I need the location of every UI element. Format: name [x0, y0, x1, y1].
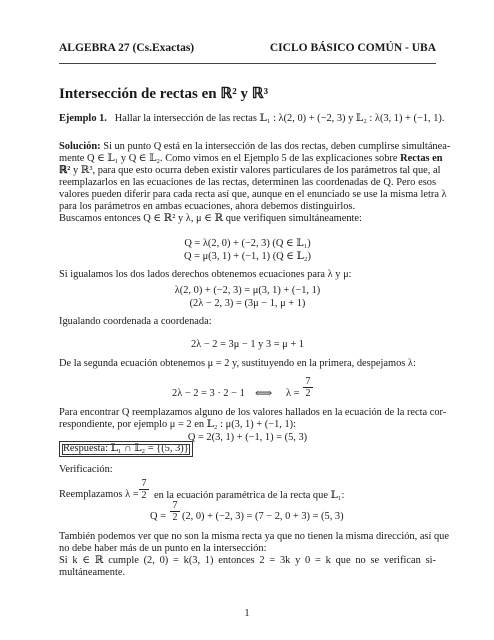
solution-line-6: para los parámetros en ambas ecuaciones, ahora debemos distinguirlos. [59, 201, 356, 212]
institution-header: CICLO BÁSICO COMÚN - UBA [269, 42, 436, 54]
section-title: Intersección de rectas en ℝ² y ℝ³ [59, 86, 269, 102]
eq-pair-2: (2λ − 2, 3) = (3μ − 1, μ + 1) [189, 298, 306, 309]
verification-label: Verificación: [59, 464, 113, 475]
example-label: Ejemplo 1. [59, 113, 107, 124]
example-statement [59, 113, 445, 125]
verif-eq-left: Q = [150, 511, 166, 522]
header-rule [59, 63, 436, 64]
example-text: Hallar la intersección de las rectas 𝕃₁ : λ(2, 0) + (−2, 3) y 𝕃₂ : λ(3, 1) + (−1, 1). [114, 113, 445, 124]
equal-line: Si igualamos los dos lados derechos obtenemos ecuaciones para λ y μ: [59, 269, 352, 280]
fraction-numerator: 7 [305, 376, 311, 387]
solution-line-1: Solución: Si un punto Q está en la intersección de las dos rectas, deben cumplirse simultánea- [59, 141, 451, 152]
q-equation: Q = 2(3, 1) + (−1, 1) = (5, 3) [187, 432, 308, 443]
replace-fraction: 7 2 [139, 478, 149, 501]
fraction-denominator: 2 [303, 387, 313, 399]
answer-box [59, 441, 193, 457]
system-eq-2: Q = μ(3, 1) + (−1, 1) (Q ∈ 𝕃₂) [184, 251, 311, 262]
find-line-2: respondiente, por ejemplo μ = 2 en 𝕃₂ : μ(3, 1) + (−1, 1): [59, 419, 297, 430]
replace-left: Reemplazamos λ = [59, 489, 139, 500]
verif-fraction: 7 2 [170, 500, 180, 523]
solution-line-2: mente Q ∈ 𝕃₁ y Q ∈ 𝕃₂. Como vimos en el Ejemplo 5 de las explicaciones sobre Rectas en [59, 153, 443, 164]
system-eq-1: Q = λ(2, 0) + (−2, 3) (Q ∈ 𝕃₁) [184, 238, 311, 249]
final-line-2: no debe haber más de un punto en la intersección: [59, 543, 267, 554]
lambda-eq-right: λ = [286, 388, 300, 399]
coord-equations: 2λ − 2 = 3μ − 1 y 3 = μ + 1 [190, 339, 305, 350]
coord-line: Igualando coordenada a coordenada: [59, 316, 212, 327]
final-line-4: multáneamente. [59, 567, 126, 578]
solution-line-5: valores pueden diferir para cada recta así que, aunque en el enunciado se use la misma letra λ [59, 189, 447, 200]
bold-reference: Rectas en [400, 153, 443, 164]
fraction [303, 376, 313, 399]
answer-text: Respuesta: 𝕃₁ ∩ 𝕃₂ = {(5, 3)} [63, 443, 189, 454]
solution-line-3: ℝ² y ℝ³, para que esto ocurra deben existir valores particulares de los parámetros tal que, al [59, 165, 441, 176]
solution-line-4: reemplazarlos en las ecuaciones de las rectas, determinen las coordenadas de Q. Pero esos [59, 177, 436, 188]
iff-symbol: ⟺ [255, 386, 273, 400]
seek-line: Buscamos entonces Q ∈ ℝ² y λ, μ ∈ ℝ que verifiquen simultáneamente: [59, 213, 362, 224]
eq-pair-1: λ(2, 0) + (−2, 3) = μ(3, 1) + (−1, 1) [174, 285, 321, 296]
verif-eq-right: (2, 0) + (−2, 3) = (7 − 2, 0 + 3) = (5, 3) [182, 511, 344, 522]
second-equation-line: De la segunda ecuación obtenemos μ = 2 y, sustituyendo en la primera, despejamos λ: [59, 358, 416, 369]
final-line-1: También podemos ver que no son la misma recta ya que no tienen la misma dirección, así que [59, 531, 449, 542]
solution-label: Solución: [59, 141, 101, 152]
find-line-1: Para encontrar Q reemplazamos alguno de los valores hallados en la ecuación de la recta cor- [59, 407, 447, 418]
page-number: 1 [244, 608, 250, 619]
final-line-3: Si k ∈ ℝ cumple (2, 0) = k(3, 1) entonces 2 = 3k y 0 = k que no se verifican si- [59, 555, 436, 566]
course-header: ALGEBRA 27 (Cs.Exactas) [59, 42, 195, 54]
replace-right: en la ecuación paramétrica de la recta que 𝕃₁: [154, 490, 345, 501]
lambda-eq-left: 2λ − 2 = 3 · 2 − 1 [172, 388, 245, 399]
